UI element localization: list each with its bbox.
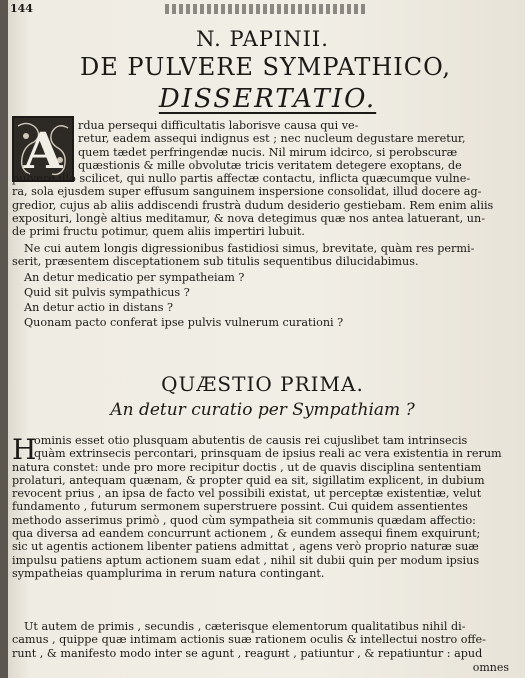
second-paragraph [12, 242, 509, 330]
text-line: sic ut agentis actionem libenter patiens admittat , agens verò proprio naturæ suæ [12, 540, 479, 554]
author-line: N. PAPINII. [196, 27, 329, 51]
section-subtitle: An detur curatio per Sympathiam ? [110, 400, 415, 420]
title-block [0, 26, 525, 116]
text-line: pulvere illo scilicet, qui nullo partis affectæ contactu, inflicta quæcumque vulne- [12, 172, 471, 186]
initial-letter: H [12, 433, 37, 466]
text-line: Ne cui autem longis digressionibus fastidiosi simus, brevitate, quàm res permi- [24, 242, 475, 255]
text-line: quem tædet perfringendæ nucis. Nil mirum idcirco, si perobscuræ [78, 145, 458, 159]
text-line: sympatheias quamplurima in rerum natura contingant. [12, 566, 325, 580]
text-line: expositurі, longè altius meditamur, & nova detegimus quæ nos antea latuerant, un- [12, 212, 485, 226]
catchword: omnes [472, 661, 509, 674]
text-line: prolaturi, antequam quænam, & propter quid ea sit, sigillatim explicent, in dubium [12, 473, 485, 487]
text-line: ra, sola ejusdem super effusum sanguinem inspersione consolidat, illud docere ag- [12, 185, 482, 199]
subtitle-line: DISSERTATIO. [158, 84, 377, 114]
text-line: methodo asserimus primò , quod cùm sympatheia sit communis quædam affectio: [12, 513, 476, 527]
question-item: Quonam pacto conferat ipse pulvis vulnerum curationi ? [24, 316, 344, 330]
question-item: Quid sit pulvis sympathicus ? [24, 285, 190, 299]
title-line: DE PULVERE SYMPATHICO, [79, 53, 451, 81]
text-line: qua diversa ad eandem concurrunt actionem , & eundem assequi finem exquirunt; [12, 527, 481, 541]
text-line: impulsu patiens aptum actionem suam edat , nihil sit dubii quin per modum ipsius [12, 553, 480, 567]
text-line: retur, eadem assequi indignus est ; nec nucleum degustare meretur, [78, 132, 466, 146]
text-line: camus , quippe quæ intimam actionis suæ rationem oculis & intellectui nostro offe- [12, 633, 486, 647]
page-number: 144 [10, 2, 33, 15]
text-line: serit, præsentem disceptationem sub titulis sequentibus dilucidabimus. [12, 255, 419, 269]
text-line: runt , & manifesto modo inter se agunt , reaguнt , patiuntur , & repatiuntur : apud [12, 646, 483, 660]
text-line: quæstionis & mille obvolutæ tricis veritatem detegere exoptans, de [78, 158, 462, 172]
header-ornament [165, 4, 365, 14]
text-line: de primi fructu potimur, quem aliis impertiri lubuit. [12, 225, 305, 239]
text-line: Ut autem de primis , secundis , cæterisque elementorum qualitatibus nihil di- [24, 620, 466, 633]
text-line: quàm extrinsecis percontari, prinsquam de ipsius reali ac vera existentia in rerum [34, 447, 502, 461]
question-item: An detur medicatio per sympatheiam ? [24, 270, 245, 284]
running-header [10, 2, 511, 16]
text-line: natura constet: unde pro more recipitur doctis , ut de quavis disciplina sententiam [12, 460, 482, 474]
text-line: revocent prius , an ipsa de facto vel possibili existat, ut perceptæ existentiæ, velut [12, 487, 482, 501]
dropcap-letter: A [23, 121, 63, 180]
question-item: An detur actio in distans ? [24, 301, 174, 315]
text-line: rdua persequi difficultatis laborisve causa qui ve- [78, 119, 359, 132]
section-paragraph [12, 434, 509, 580]
text-line: ominis esset otio plusquam abutentis de causis rei cujuslibet tam intrinsecis [34, 434, 468, 447]
text-line: fundamento , futurum sermonem superstruere possint. Cui quidem assentientes [12, 500, 468, 514]
section-title: QUÆSTIO PRIMA. [161, 372, 364, 396]
final-paragraph [12, 620, 509, 660]
intro-paragraph [12, 119, 509, 239]
text-line: gredior, cujus ab aliis addiscendi frustrà dudum desiderio gestiebam. Rem enim aliis [12, 198, 494, 212]
